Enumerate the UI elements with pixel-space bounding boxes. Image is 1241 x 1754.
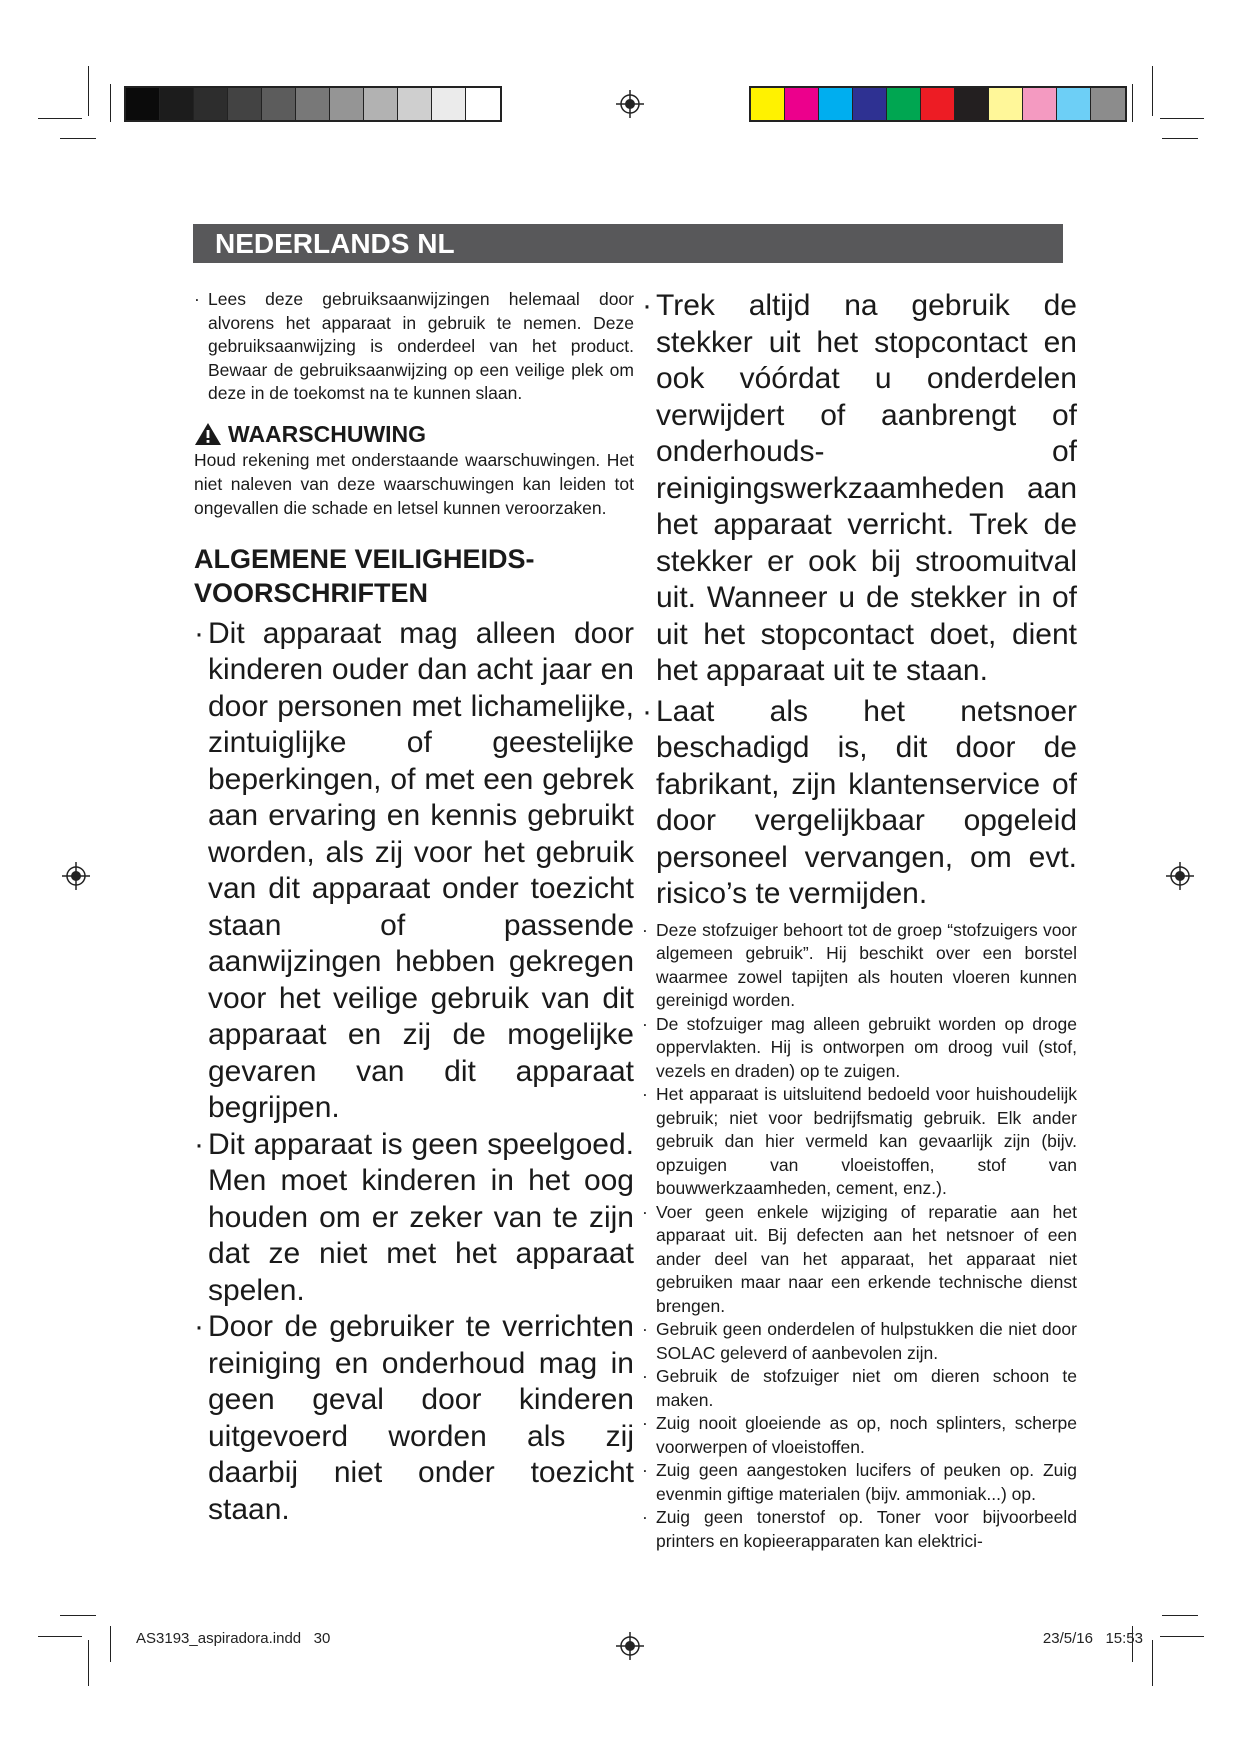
list-item: · Deze stofzuiger behoort tot de groep “stofzuigers voor algemeen gebruik”. Hij beschikt over een borstel waarmee zowel tapijten als houten vloeren kunnen gereinigd worden. xyxy=(642,919,1077,1013)
color-swatch xyxy=(853,88,887,120)
color-swatch xyxy=(921,88,955,120)
section-title: ALGEMENE VEILIGHEIDS-VOORSCHRIFTEN xyxy=(194,543,535,608)
color-swatch xyxy=(1023,88,1057,120)
footer-file-label: AS3193_aspiradora.indd 30 xyxy=(136,1630,331,1647)
color-swatch xyxy=(126,88,160,120)
left-column xyxy=(194,288,634,1528)
crop-mark xyxy=(1162,138,1198,139)
color-swatch xyxy=(160,88,194,120)
list-item: · De stofzuiger mag alleen gebruikt worden op droge oppervlakten. Hij is ontworpen om droog vuil (stof, vezels en draden) op te zuigen. xyxy=(642,1013,1077,1084)
color-swatch xyxy=(955,88,989,120)
color-swatch xyxy=(819,88,853,120)
list-item: · Dit apparaat is geen speelgoed. Men moet kinderen in het oog houden om er zeker van te zijn dat ze niet met het apparaat spelen. xyxy=(194,1127,634,1310)
language-label: NEDERLANDS NL xyxy=(215,228,455,259)
color-swatch xyxy=(364,88,398,120)
color-swatch xyxy=(887,88,921,120)
list-item: · Laat als het netsnoer beschadigd is, dit door de fabrikant, zijn klantenservice of door vergelijkbaar opgeleid personeel vervangen, om evt. risico’s te vermijden. xyxy=(642,694,1077,913)
color-swatch xyxy=(432,88,466,120)
color-swatch xyxy=(751,88,785,120)
registration-mark-icon xyxy=(62,862,90,890)
list-item: · Door de gebruiker te verrichten reiniging en onderhoud mag in geen geval door kinderen uitgevoerd worden als zij daarbij niet onder toezicht staan. xyxy=(194,1309,634,1528)
crop-mark xyxy=(110,1626,111,1662)
crop-mark xyxy=(60,1615,96,1616)
crop-mark xyxy=(1160,1636,1204,1637)
warning-triangle-icon xyxy=(194,422,222,446)
crop-mark xyxy=(60,138,96,139)
color-swatch xyxy=(262,88,296,120)
grayscale-calibration-strip xyxy=(124,86,502,122)
intro-paragraph: · Lees deze gebruiksaanwijzingen helemaal door alvorens het apparaat in gebruik te nemen. Deze gebruiksaanwijzing is onderdeel van het product. Bewaar de gebruiksaanwijzing op een veilige plek om deze in de toekomst na te kunnen slaan. xyxy=(194,288,634,406)
warning-text: Houd rekening met onderstaande waarschuwingen. Het niet naleven van deze waarschuwingen kan leiden tot ongevallen die schade en letsel kunnen veroorzaken. xyxy=(194,449,634,518)
list-item: · Dit apparaat mag alleen door kinderen ouder dan acht jaar en door personen met lichamelijke, zintuiglijke of geestelijke beperkingen, of met een gebrek aan ervaring en kennis gebruikt worden, als zij voor het gebruik van dit apparaat onder toezicht staan of passende aanwijzingen hebben gekregen voor het veilige gebruik van dit apparaat en zij de mogelijke gevaren van dit apparaat begrijpen. xyxy=(194,616,634,1127)
list-item: · Trek altijd na gebruik de stekker uit het stopcontact en ook vóórdat u onderdelen verwijdert of aanbrengt of onderhouds- of reinigingswerkzaamheden aan het apparaat verricht. Trek de stekker er ook bij stroomuitval uit. Wanneer u de stekker in of uit het stopcontact doet, dient het apparaat uit te staan. xyxy=(642,288,1077,690)
color-swatch xyxy=(228,88,262,120)
list-item: · Zuig geen aangestoken lucifers of peuken op. Zuig evenmin giftige materialen (bijv. ammoniak...) op. xyxy=(642,1459,1077,1506)
crop-mark xyxy=(1132,84,1133,122)
registration-mark-icon xyxy=(1166,862,1194,890)
list-item: · Gebruik geen onderdelen of hulpstukken die niet door SOLAC geleverd of aanbevolen zijn. xyxy=(642,1318,1077,1365)
crop-mark xyxy=(38,118,82,119)
registration-mark-icon xyxy=(616,1632,644,1660)
crop-mark xyxy=(1160,118,1204,119)
crop-mark xyxy=(1152,1640,1153,1686)
color-swatch xyxy=(194,88,228,120)
crop-mark xyxy=(1152,66,1153,116)
color-swatch xyxy=(785,88,819,120)
color-swatch xyxy=(1091,88,1125,120)
crop-mark xyxy=(1162,1615,1198,1616)
color-swatch xyxy=(466,88,500,120)
registration-mark-icon xyxy=(616,90,644,118)
crop-mark xyxy=(110,84,111,122)
crop-mark xyxy=(38,1636,82,1637)
language-header-bar xyxy=(193,224,1063,263)
warning-title: WAARSCHUWING xyxy=(228,420,427,447)
list-item: · Gebruik de stofzuiger niet om dieren schoon te maken. xyxy=(642,1365,1077,1412)
color-swatch xyxy=(1057,88,1091,120)
crop-mark xyxy=(88,66,89,116)
list-item: · Het apparaat is uitsluitend bedoeld voor huishoudelijk gebruik; niet voor bedrijfsmatig gebruik. Elk ander gebruik dan hier vermeld kan gevaarlijk zijn (bijv. opzuigen van vloeistoffen, stof van bouwwerkzaamheden, cement, enz.). xyxy=(642,1083,1077,1201)
list-item: · Zuig nooit gloeiende as op, noch splinters, scherpe voorwerpen of vloeistoffen. xyxy=(642,1412,1077,1459)
color-swatch xyxy=(296,88,330,120)
list-item: · Zuig geen tonerstof op. Toner voor bijvoorbeeld printers en kopieerapparaten kan elektrici- xyxy=(642,1506,1077,1553)
list-item: · Voer geen enkele wijziging of reparatie aan het apparaat uit. Bij defecten aan het netsnoer of een ander deel van het apparaat, het apparaat niet gebruiken maar naar een erkende technische dienst brengen. xyxy=(642,1201,1077,1319)
crop-mark xyxy=(88,1640,89,1686)
color-swatch xyxy=(398,88,432,120)
warning-heading xyxy=(194,420,634,448)
color-swatch xyxy=(330,88,364,120)
color-calibration-strip xyxy=(749,86,1127,122)
right-column xyxy=(642,288,1077,1553)
footer-date-label: 23/5/16 15:53 xyxy=(1042,1630,1143,1647)
color-swatch xyxy=(989,88,1023,120)
